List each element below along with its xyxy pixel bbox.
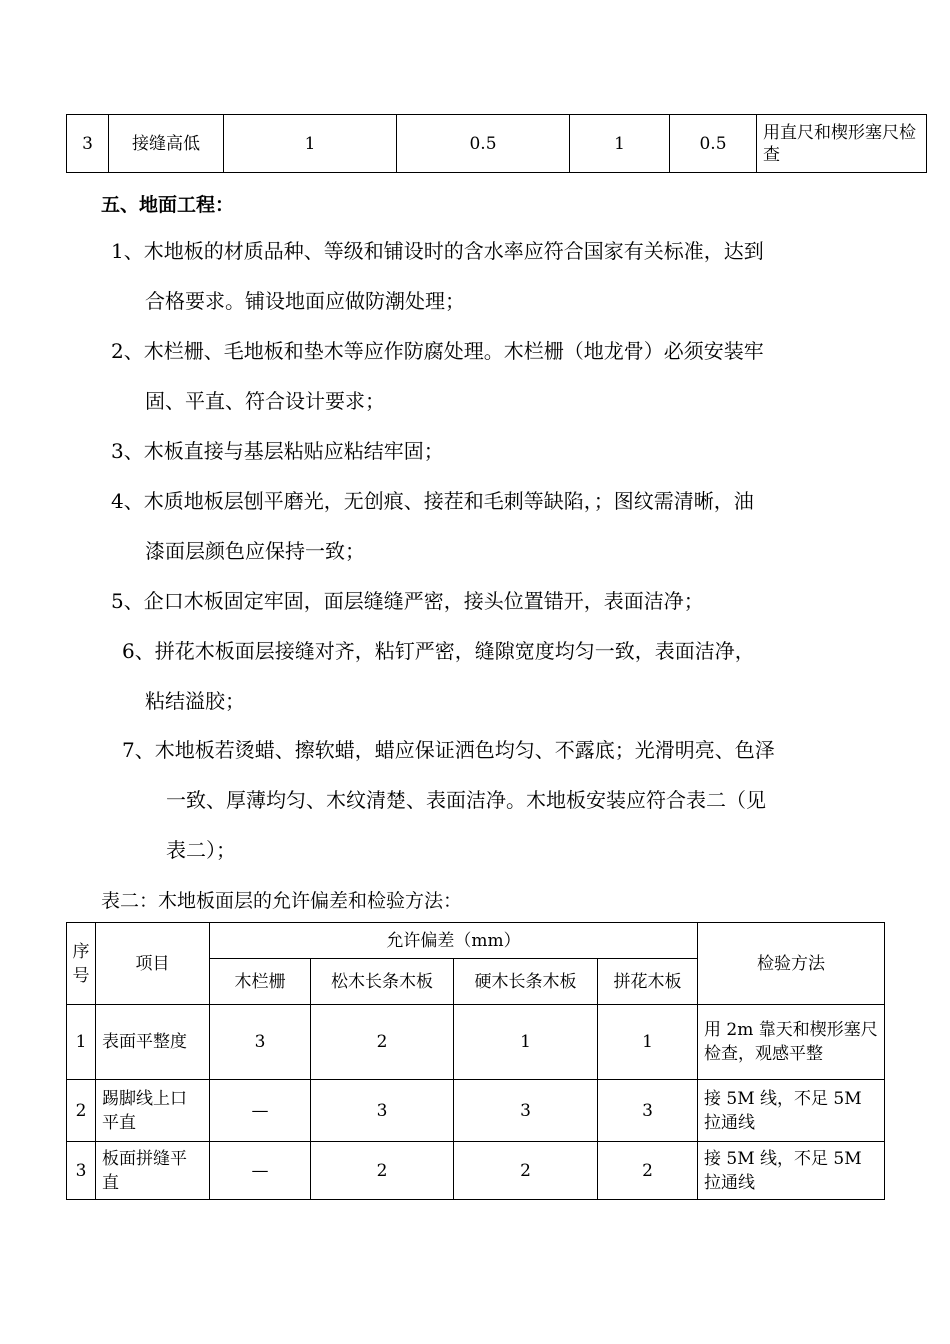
value-cell: 0.5 (670, 115, 757, 173)
list-item-4-line2: 漆面层颜色应保持一致； (145, 539, 365, 563)
method-cell: 接 5M 线，不足 5M 拉通线 (698, 1142, 885, 1200)
list-item-7-line1: 7、木地板若烫蜡、擦软蜡，蜡应保证洒色均匀、不露底；光滑明亮、色泽 (122, 738, 775, 762)
header-number: 序号 (67, 923, 96, 1005)
list-item-1-line2: 合格要求。铺设地面应做防潮处理； (145, 289, 465, 313)
list-item-7-line3: 表二）； (166, 838, 236, 862)
list-item-6-line2: 粘结溢胶； (145, 689, 245, 713)
list-item-7-line2: 一致、厚薄均匀、木纹清楚、表面洁净。木地板安装应符合表二（见 (166, 788, 766, 812)
value-cell: 1 (224, 115, 397, 173)
method-cell: 用直尺和楔形塞尺检查 (757, 115, 927, 173)
value-cell: 1 (598, 1005, 698, 1080)
row-number: 2 (67, 1080, 96, 1142)
method-cell: 接 5M 线，不足 5M 拉通线 (698, 1080, 885, 1142)
value-cell: 3 (311, 1080, 454, 1142)
row-number: 1 (67, 1005, 96, 1080)
table-row (67, 1142, 885, 1200)
value-cell: 1 (570, 115, 670, 173)
item-name: 板面拼缝平直 (96, 1142, 210, 1200)
subheader-cell: 木栏栅 (210, 959, 311, 1005)
table-row (67, 1080, 885, 1142)
subheader-cell: 拼花木板 (598, 959, 698, 1005)
table-row (67, 115, 927, 173)
list-item-4-line1: 4、木质地板层刨平磨光，无创痕、接茬和毛刺等缺陷，；图纹需清晰，油 (111, 489, 754, 513)
value-cell: — (210, 1080, 311, 1142)
value-cell: 2 (454, 1142, 598, 1200)
header-method: 检验方法 (698, 923, 885, 1005)
tolerance-table (66, 922, 885, 1200)
list-item-5-line1: 5、企口木板固定牢固，面层缝缝严密，接头位置错开，表面洁净； (111, 589, 704, 613)
list-item-3-line1: 3、木板直接与基层粘贴应粘结牢固； (111, 439, 444, 463)
list-item-2-line1: 2、木栏栅、毛地板和垫木等应作防腐处理。木栏栅（地龙骨）必须安装牢 (111, 339, 764, 363)
value-cell: 3 (210, 1005, 311, 1080)
list-item-6-line1: 6、拼花木板面层接缝对齐，粘钉严密，缝隙宽度均匀一致，表面洁净， (122, 639, 755, 663)
table-caption: 表二：木地板面层的允许偏差和检验方法： (101, 890, 463, 912)
top-table (66, 114, 927, 173)
list-item-1-line1: 1、木地板的材质品种、等级和铺设时的含水率应符合国家有关标准，达到 (111, 239, 764, 263)
value-cell: — (210, 1142, 311, 1200)
section-heading: 五、地面工程： (101, 194, 235, 216)
subheader-cell: 硬木长条木板 (454, 959, 598, 1005)
subheader-cell: 松木长条木板 (311, 959, 454, 1005)
item-name: 接缝高低 (109, 115, 224, 173)
value-cell: 2 (598, 1142, 698, 1200)
table-row (67, 1005, 885, 1080)
value-cell: 0.5 (397, 115, 570, 173)
header-item: 项目 (96, 923, 210, 1005)
method-cell: 用 2m 靠天和楔形塞尺检查，观感平整 (698, 1005, 885, 1080)
row-number: 3 (67, 1142, 96, 1200)
value-cell: 1 (454, 1005, 598, 1080)
value-cell: 2 (311, 1142, 454, 1200)
header-row (67, 923, 885, 959)
header-tolerance: 允许偏差（mm） (210, 923, 698, 959)
list-item-2-line2: 固、平直、符合设计要求； (145, 389, 385, 413)
item-name: 踢脚线上口平直 (96, 1080, 210, 1142)
value-cell: 2 (311, 1005, 454, 1080)
value-cell: 3 (454, 1080, 598, 1142)
item-name: 表面平整度 (96, 1005, 210, 1080)
row-number: 3 (67, 115, 109, 173)
value-cell: 3 (598, 1080, 698, 1142)
